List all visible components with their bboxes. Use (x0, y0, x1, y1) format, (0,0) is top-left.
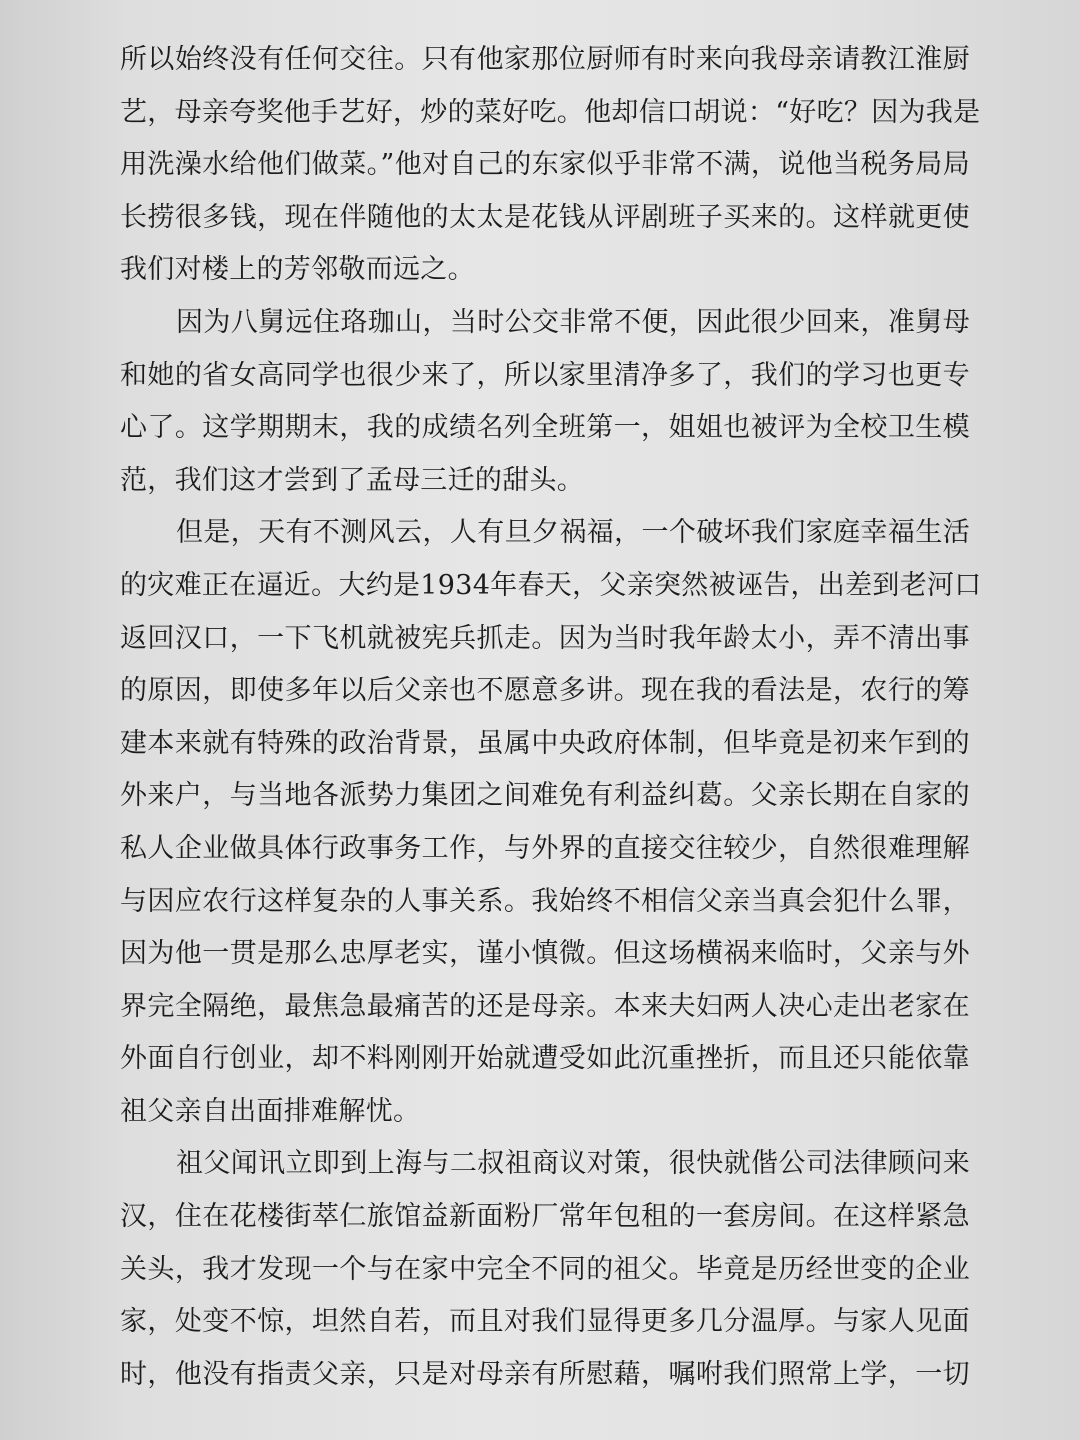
text-line: 私人企业做具体行政事务工作，与外界的直接交往较少，自然很难理解 (120, 832, 970, 864)
text-line: 关头，我才发现一个与在家中完全不同的祖父。毕竟是历经世变的企业 (120, 1253, 970, 1285)
text-line: 和她的省女高同学也很少来了，所以家里清净多了，我们的学习也更专 (120, 359, 970, 391)
text-line: 汉，住在花楼街萃仁旅馆益新面粉厂常年包租的一套房间。在这样紧急 (120, 1201, 970, 1233)
paragraph (120, 513, 982, 1144)
text-line: 返回汉口，一下飞机就被宪兵抓走。因为当时我年龄太小，弄不清出事 (120, 622, 970, 654)
text-line: 建本来就有特殊的政治背景，虽属中央政府体制，但毕竟是初来乍到的 (120, 727, 970, 759)
text-line: 家，处变不惊，坦然自若，而且对我们显得更多几分温厚。与家人见面 (120, 1306, 970, 1338)
text-line: 长捞很多钱，现在伴随他的太太是花钱从评剧班子买来的。这样就更使 (120, 201, 970, 233)
text-line: 界完全隔绝，最焦急最痛苦的还是母亲。本来夫妇两人决心走出老家在 (120, 990, 970, 1022)
text-line: 时，他没有指责父亲，只是对母亲有所慰藉，嘱咐我们照常上学，一切 (120, 1358, 970, 1390)
text-line: 心了。这学期期末，我的成绩名列全班第一，姐姐也被评为全校卫生模 (120, 412, 970, 444)
paragraph (120, 303, 970, 513)
text-line: 我们对楼上的芳邻敬而远之。 (120, 254, 475, 286)
paragraph (120, 1144, 970, 1407)
text-line: 祖父闻讯立即到上海与二叔祖商议对策，很快就偕公司法律顾问来 (176, 1148, 970, 1180)
text-line: 用洗澡水给他们做菜。”他对自己的东家似乎非常不满，说他当税务局局 (120, 149, 970, 181)
text-line: 与因应农行这样复杂的人事关系。我始终不相信父亲当真会犯什么罪， (120, 885, 970, 917)
text-line: 的原因，即使多年以后父亲也不愿意多讲。现在我的看法是，农行的筹 (120, 675, 970, 707)
text-line: 但是，天有不测风云，人有旦夕祸福，一个破坏我们家庭幸福生活 (176, 517, 970, 549)
text-line: 艺，母亲夸奖他手艺好，炒的菜好吃。他却信口胡说：“好吃？因为我是 (120, 96, 981, 128)
text-line: 范，我们这才尝到了孟母三迁的甜头。 (120, 464, 585, 496)
text-line: 因为八舅远住珞珈山，当时公交非常不便，因此很少回来，准舅母 (176, 306, 970, 338)
text-line: 祖父亲自出面排难解忧。 (120, 1095, 421, 1127)
page-body-text (120, 40, 982, 1407)
text-line: 外来户，与当地各派势力集团之间难免有利益纠葛。父亲长期在自家的 (120, 780, 970, 812)
paragraph (120, 40, 981, 303)
text-line: 因为他一贯是那么忠厚老实，谨小慎微。但这场横祸来临时，父亲与外 (120, 938, 970, 970)
text-line: 所以始终没有任何交往。只有他家那位厨师有时来向我母亲请教江淮厨 (120, 44, 970, 75)
text-line: 的灾难正在逼近。大约是1934年春天，父亲突然被诬告，出差到老河口 (120, 569, 982, 601)
text-line: 外面自行创业，却不料刚刚开始就遭受如此沉重挫折，而且还只能依靠 (120, 1043, 970, 1075)
